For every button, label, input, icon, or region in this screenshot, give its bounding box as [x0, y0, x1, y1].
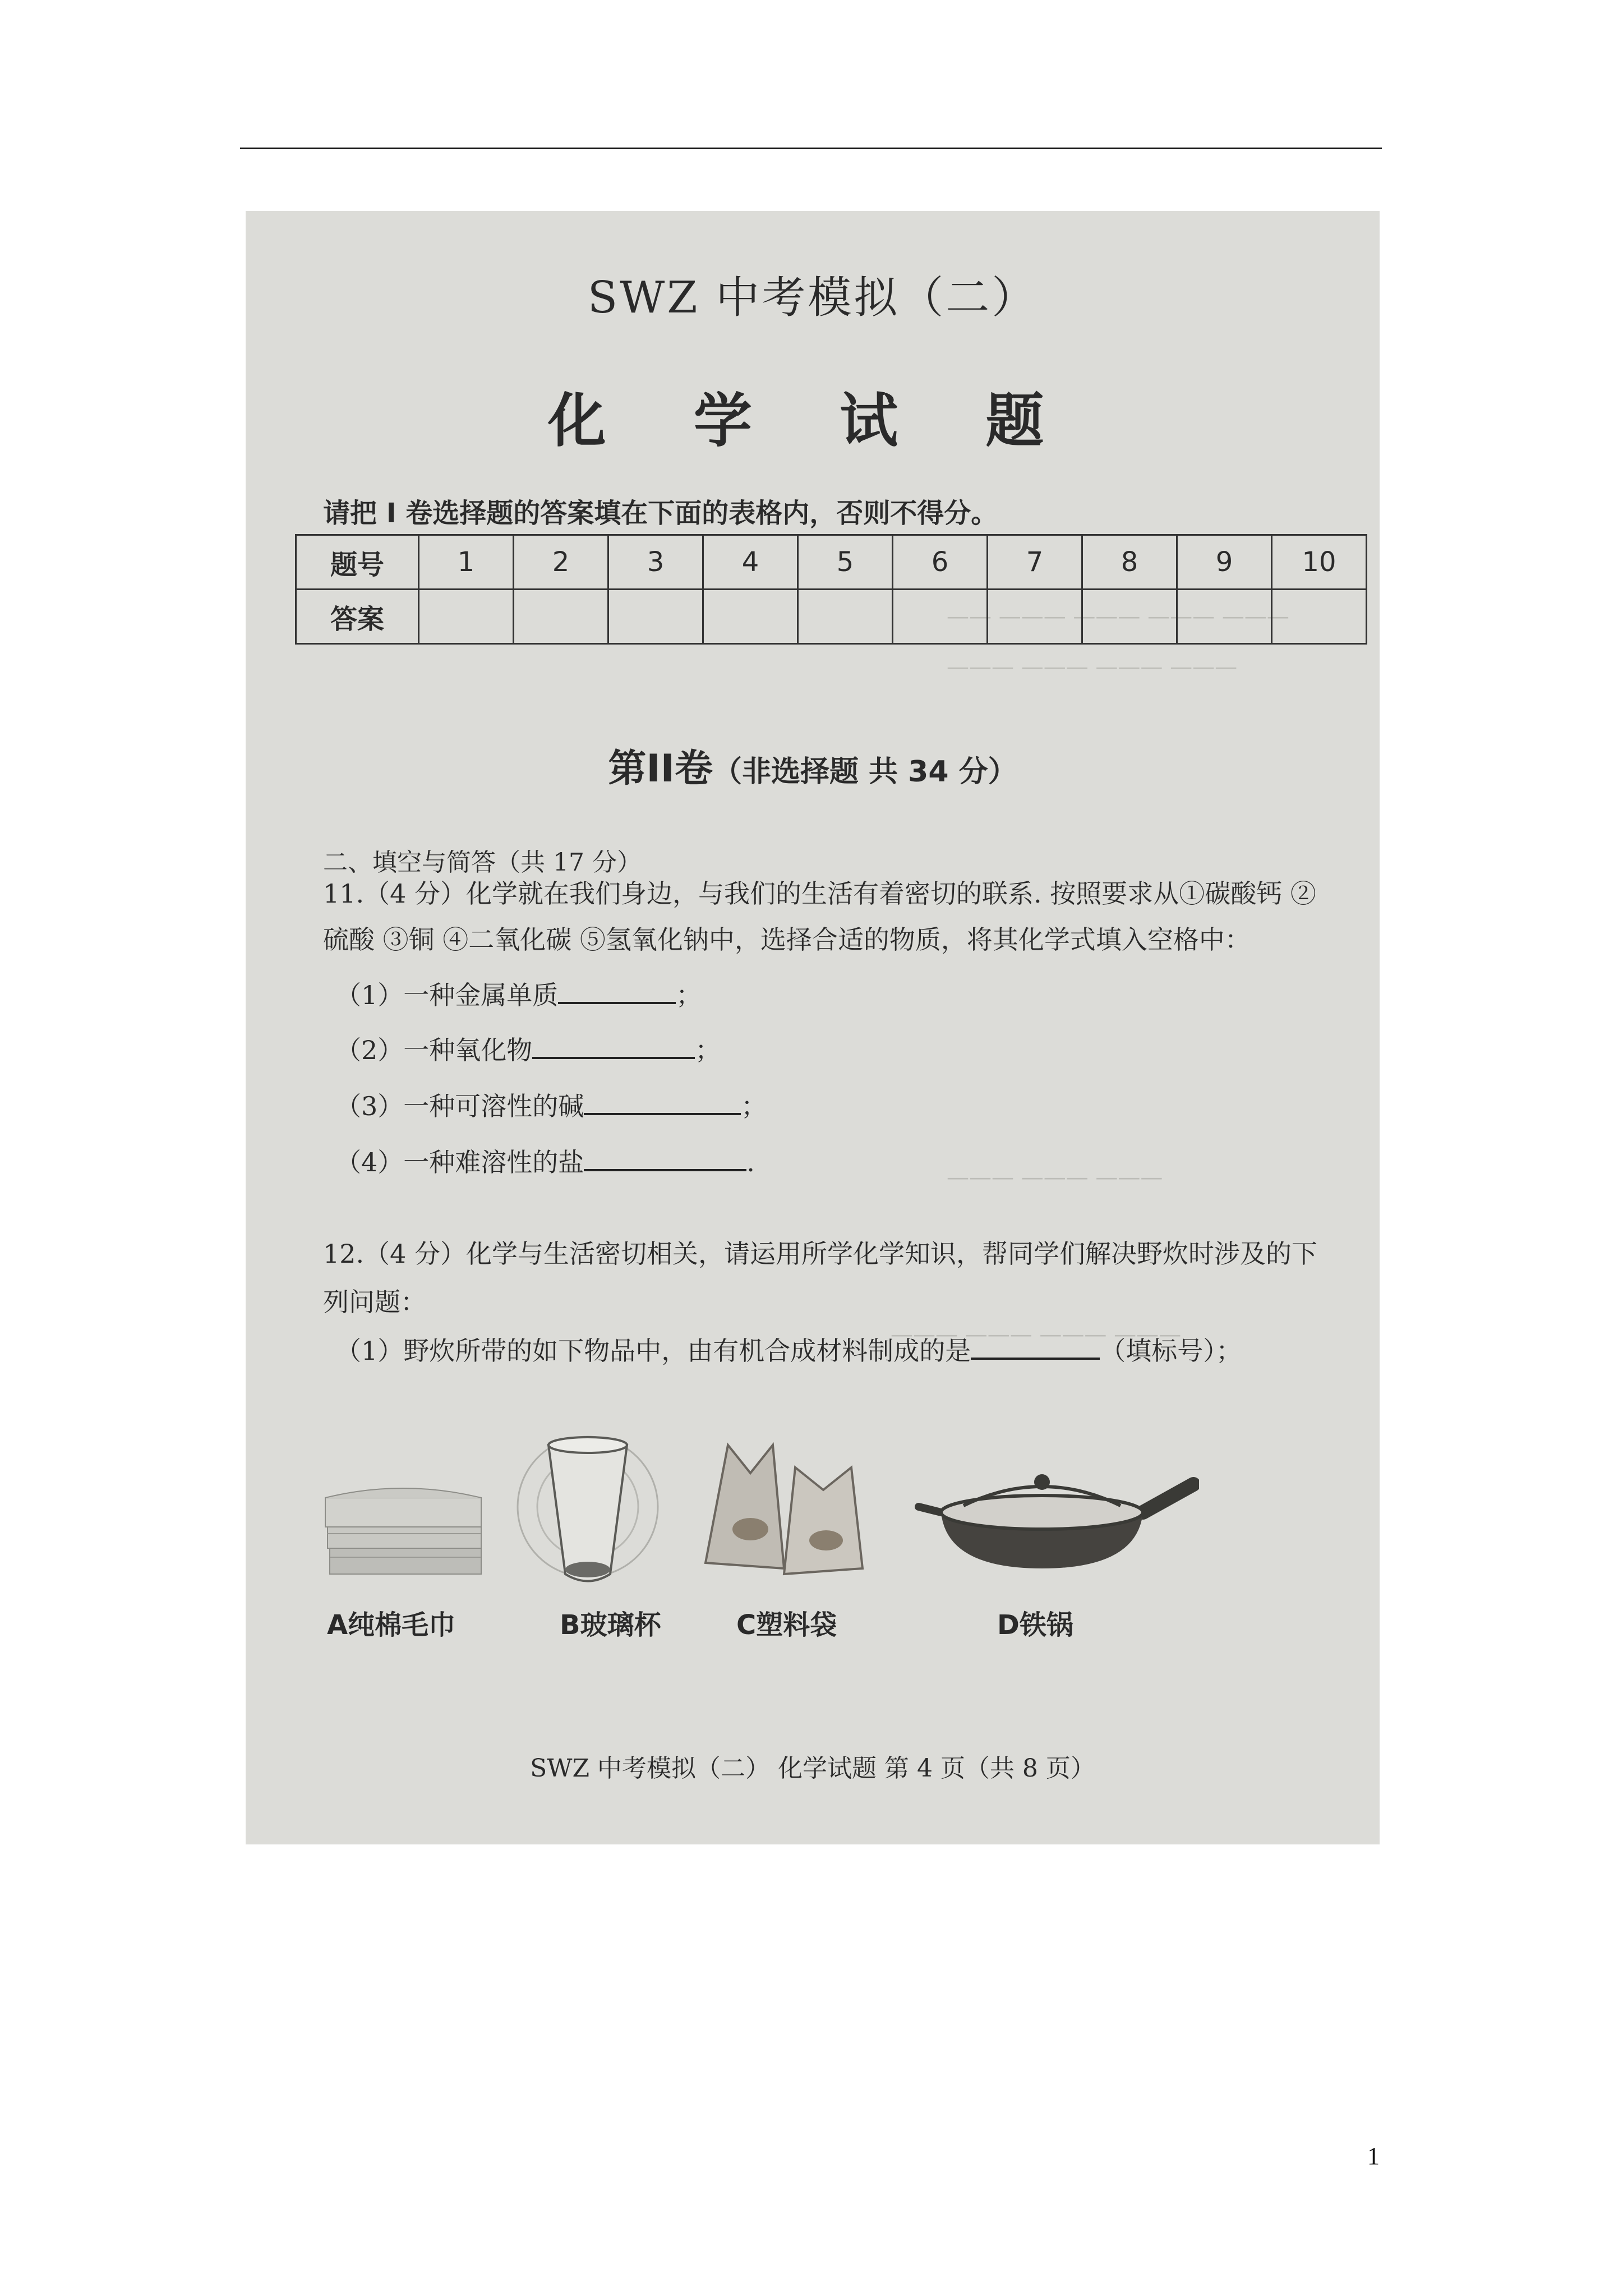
- question-number: 1: [419, 535, 514, 590]
- answer-row: [296, 590, 1367, 644]
- exam-title: SWZ 中考模拟（二）: [587, 273, 1038, 323]
- question-number: 8: [1082, 535, 1177, 590]
- question-number: 5: [798, 535, 893, 590]
- plastic-bag-icon: [689, 1428, 874, 1599]
- q11-item-label: （1）一种金属单质: [335, 980, 559, 1010]
- question-number: 4: [703, 535, 798, 590]
- page-number: 1: [1367, 2142, 1380, 2170]
- answer-cell[interactable]: [893, 590, 988, 644]
- top-rule: [240, 148, 1382, 149]
- q12-answer-blank[interactable]: [971, 1335, 1100, 1360]
- q11-item-label: （3）一种可溶性的碱: [335, 1091, 584, 1121]
- glass-cup-icon: [515, 1423, 661, 1599]
- item-d-label: D铁锅: [997, 1609, 1073, 1641]
- bleed-through: ——— ——— ——— ———: [947, 654, 1238, 680]
- q11-answer-blank[interactable]: [558, 979, 676, 1004]
- bleed-through: —— ——— ——— ——— ———: [947, 604, 1289, 629]
- q11-answer-blank[interactable]: [584, 1147, 746, 1171]
- question-number: 6: [893, 535, 988, 590]
- answer-cell[interactable]: [988, 590, 1082, 644]
- q11-item-4: [335, 1142, 755, 1179]
- answer-cell[interactable]: [1082, 590, 1177, 644]
- bleed-through: ——— ——— ———: [947, 1165, 1163, 1190]
- answer-instruction: 请把 I 卷选择题的答案填在下面的表格内，否则不得分。: [323, 498, 998, 529]
- answer-cell[interactable]: [1177, 590, 1272, 644]
- item-c-label: C塑料袋: [736, 1609, 837, 1641]
- question-number: 9: [1177, 535, 1272, 590]
- q12-sub-1-text: （1）野炊所带的如下物品中，由有机合成材料制成的是: [335, 1336, 971, 1366]
- answer-cell[interactable]: [419, 590, 514, 644]
- item-a-label: A纯棉毛巾: [327, 1609, 456, 1641]
- q11-item-end: ；: [676, 980, 702, 1010]
- item-b-label: B玻璃杯: [560, 1609, 661, 1641]
- bleed-through: ——— ——— ——— ———: [891, 1322, 1182, 1347]
- section-2-title: 第II卷: [608, 747, 713, 791]
- answer-table: [295, 534, 1367, 645]
- q11-item-label: （2）一种氧化物: [335, 1035, 533, 1065]
- question-number: 7: [988, 535, 1082, 590]
- section-2-heading: [246, 738, 1380, 793]
- number-row: [296, 535, 1367, 590]
- q11-item-end: ；: [695, 1035, 721, 1065]
- q11-stem-line-2: 硫酸 ③铜 ④二氧化碳 ⑤氢氧化钠中，选择合适的物质，将其化学式填入空格中：: [323, 924, 1251, 955]
- q12-stem-line-1: 12.（4 分）化学与生活密切相关，请运用所学化学知识，帮同学们解决野炊时涉及的下: [323, 1239, 1318, 1269]
- answer-cell[interactable]: [703, 590, 798, 644]
- towel-icon: [324, 1473, 492, 1604]
- part-title: 二、填空与简答（共 17 分）: [323, 848, 642, 877]
- question-number: 10: [1272, 535, 1367, 590]
- exam-photo: [246, 211, 1380, 1844]
- q12-sub-1: [335, 1331, 1242, 1368]
- q12-sub-1-end: （填标号）；: [1100, 1336, 1242, 1366]
- iron-wok-icon: [907, 1445, 1199, 1588]
- answer-cell[interactable]: [1272, 590, 1367, 644]
- answer-cell[interactable]: [514, 590, 608, 644]
- q11-item-end: ；: [741, 1091, 767, 1121]
- q11-answer-blank[interactable]: [584, 1091, 741, 1115]
- answer-cell[interactable]: [798, 590, 893, 644]
- page-footer: SWZ 中考模拟（二） 化学试题 第 4 页（共 8 页）: [530, 1754, 1095, 1783]
- row-header: 答案: [296, 590, 419, 644]
- q12-stem-line-2: 列问题：: [323, 1287, 426, 1317]
- question-number: 2: [514, 535, 608, 590]
- question-number: 3: [608, 535, 703, 590]
- q11-answer-blank[interactable]: [532, 1034, 695, 1059]
- row-header: 题号: [296, 535, 419, 590]
- q11-item-3: [335, 1086, 767, 1123]
- section-2-subtitle: （非选择题 共 34 分）: [712, 755, 1017, 789]
- subject-title: 化 学 试 题: [547, 386, 1078, 455]
- q11-item-2: [335, 1030, 721, 1067]
- q11-item-1: [335, 975, 702, 1012]
- q11-item-label: （4）一种难溶性的盐: [335, 1147, 584, 1177]
- q11-item-end: .: [746, 1147, 755, 1177]
- answer-cell[interactable]: [608, 590, 703, 644]
- q11-stem-line-1: 11.（4 分）化学就在我们身边，与我们的生活有着密切的联系. 按照要求从①碳酸钙 ②: [323, 878, 1316, 909]
